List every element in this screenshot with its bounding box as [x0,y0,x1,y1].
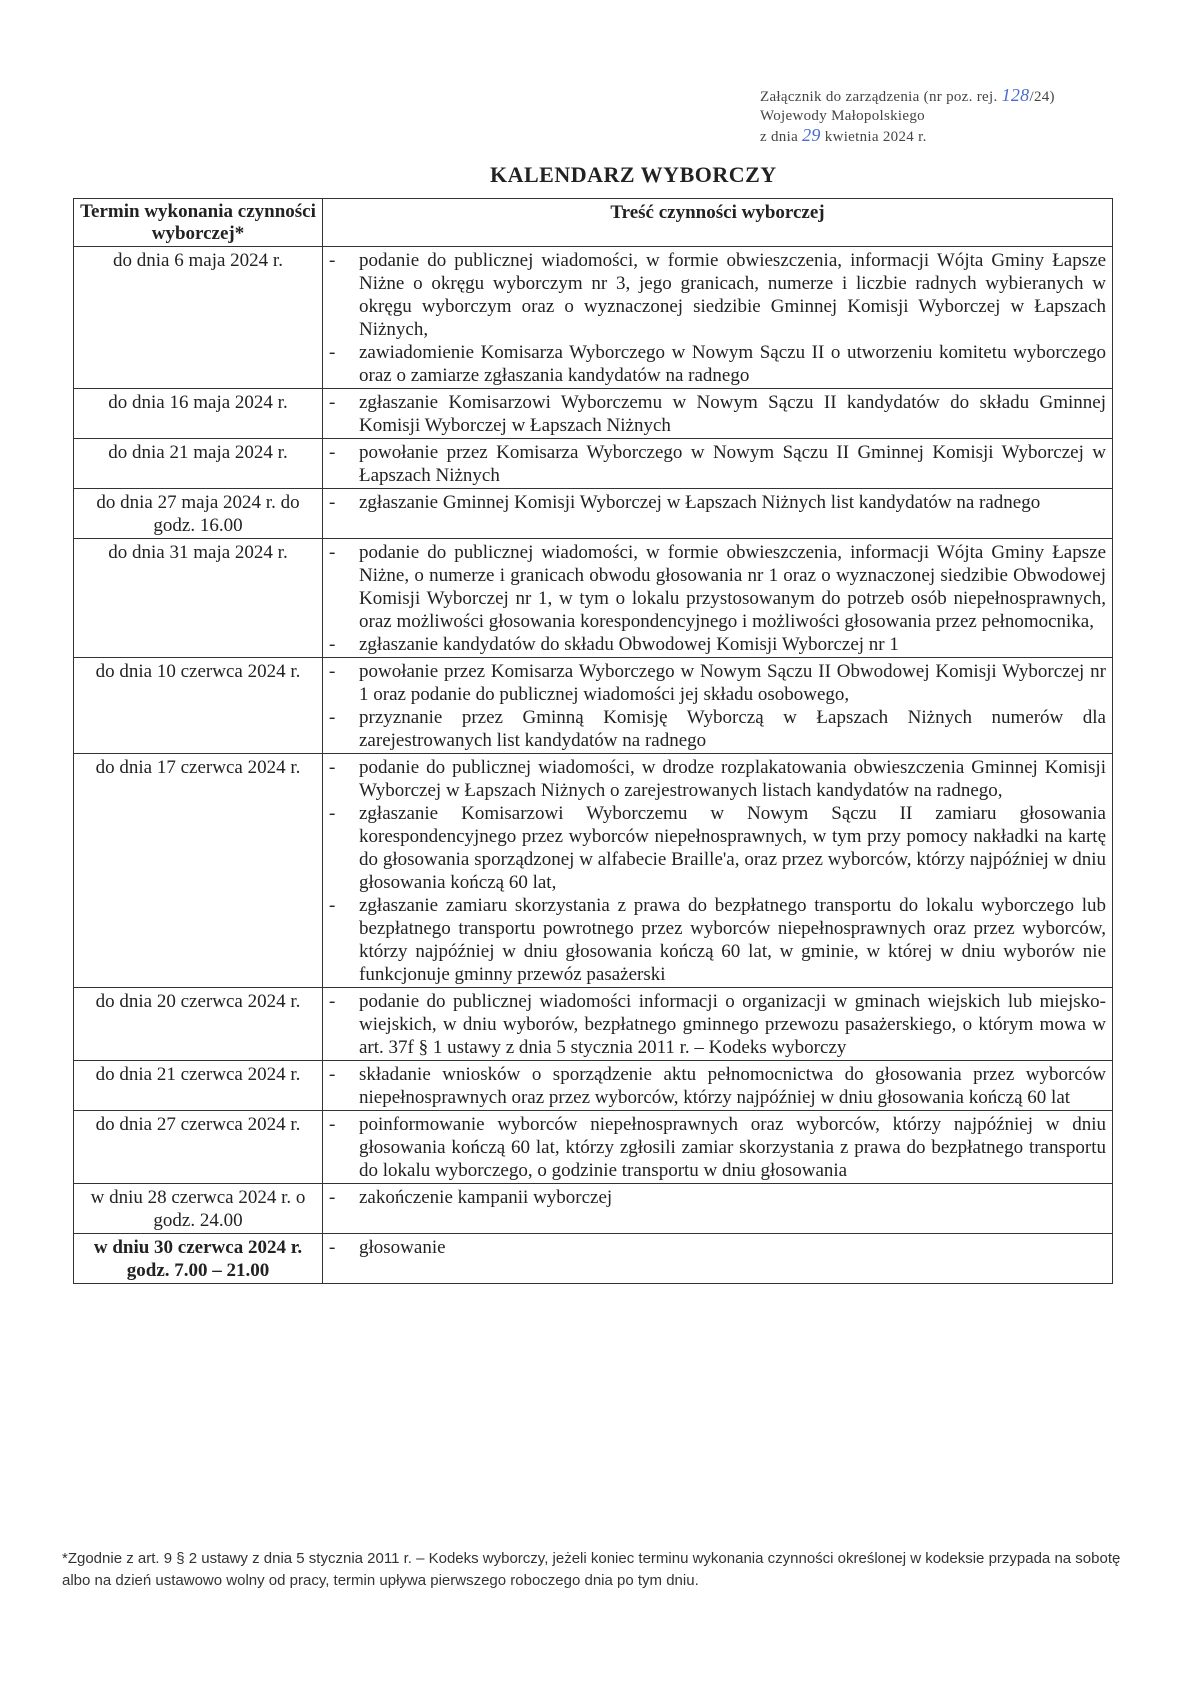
table-row [74,247,1113,389]
item-text: podanie do publicznej wiadomości informacji o organizacji w gminach wiejskich lub miejsko-wiejskich, w dniu wyborów, bezpłatnego gminnego przewozu pasażerskiego, o którym mowa w art. 37f § 1 ustawy z dnia 5 stycznia 2011 r. – Kodeks wyborczy [359,991,1106,1058]
header-term: Termin wykonania czynności wyborczej* [74,199,323,247]
row-content [323,988,1113,1061]
table-row [74,1234,1113,1284]
item-text: poinformowanie wyborców niepełnosprawnych oraz wyborców, którzy najpóźniej w dniu głosowania kończą 60 lat, którzy zgłosili zamiar skorzystania z prawa do bezpłatnego transportu do lokalu wyborczego, o godzinie transportu w dniu głosowania [359,1114,1106,1181]
row-date: do dnia 6 maja 2024 r. [74,247,323,389]
row-content [323,439,1113,489]
item-text: podanie do publicznej wiadomości, w formie obwieszczenia, informacji Wójta Gminy Łapsze Niżne o okręgu wyborczym nr 3, jego granicach, numerze i liczbie radnych wybieranych w okręgu wyborczym oraz o wyznaczonej siedzibie Gminnej Komisji Wyborczej w Łapszach Niżnych, [359,250,1106,340]
item-text: zgłaszanie kandydatów do składu Obwodowej Komisji Wyborczej nr 1 [359,634,899,655]
bullet-dash: - [329,542,336,563]
row-date: do dnia 31 maja 2024 r. [74,539,323,658]
row-content [323,247,1113,389]
row-date: do dnia 21 czerwca 2024 r. [74,1061,323,1111]
handwritten-number: 128 [1001,85,1030,105]
table-row [74,658,1113,754]
list-item [329,756,1106,802]
row-content [323,1184,1113,1234]
bullet-dash: - [329,634,336,655]
item-text: zgłaszanie zamiaru skorzystania z prawa do bezpłatnego transportu do lokalu wyborczego lub bezpłatnego transportu powrotnego przez wyborców niepełnosprawnych oraz przez wyborców, którzy najpóźniej w dniu głosowania kończą 60 lat, w gminie, w której w dniu wyborów nie funkcjonuje gminny przewóz pasażerski [359,895,1106,985]
row-content [323,539,1113,658]
annex-line-3-suffix: kwietnia 2024 r. [824,129,927,145]
table-row [74,389,1113,439]
table-body [74,247,1113,1284]
annex-note [760,86,1140,147]
list-item [329,660,1106,706]
list-item [329,1236,1106,1259]
item-text: podanie do publicznej wiadomości, w drodze rozplakatowania obwieszczenia Gminnej Komisji Wyborczej w Łapszach Niżnych o zarejestrowanych listach kandydatów na radnego, [359,757,1106,801]
row-date: do dnia 21 maja 2024 r. [74,439,323,489]
table-row [74,1061,1113,1111]
bullet-dash: - [329,803,336,824]
row-content [323,658,1113,754]
table-row [74,754,1113,988]
list-item [329,990,1106,1059]
item-text: powołanie przez Komisarza Wyborczego w Nowym Sączu II Obwodowej Komisji Wyborczej nr 1 oraz podanie do publicznej wiadomości jej składu osobowego, [359,661,1106,705]
handwritten-day: 29 [802,125,821,145]
item-text: zgłaszanie Komisarzowi Wyborczemu w Nowym Sączu II zamiaru głosowania korespondencyjnego przez wyborców niepełnosprawnych, w tym przy pomocy nakładki na kartę do głosowania sporządzonej w alfabecie Braille'a, oraz przez wyborców, którzy najpóźniej w dniu głosowania kończą 60 lat, [359,803,1106,893]
list-item [329,894,1106,986]
bullet-dash: - [329,392,336,413]
item-text: głosowanie [359,1237,446,1258]
row-content [323,754,1113,988]
list-item [329,1186,1106,1209]
bullet-dash: - [329,342,336,363]
item-text: przyznanie przez Gminną Komisję Wyborczą w Łapszach Niżnych numerów dla zarejestrowanych list kandydatów na radnego [359,707,1106,751]
header-content: Treść czynności wyborczej [323,199,1113,247]
list-item [329,541,1106,633]
bullet-dash: - [329,1114,336,1135]
row-date: do dnia 27 maja 2024 r. do godz. 16.00 [74,489,323,539]
electoral-calendar-table [73,198,1113,1284]
bullet-dash: - [329,442,336,463]
annex-line-2: Wojewody Małopolskiego [760,108,925,124]
annex-line-1-text: Załącznik do zarządzenia (nr poz. rej. [760,89,998,105]
annex-line-3 [760,126,1140,147]
item-text: powołanie przez Komisarza Wyborczego w Nowym Sączu II Gminnej Komisji Wyborczej w Łapszach Niżnych [359,442,1106,486]
bullet-dash: - [329,1064,336,1085]
list-item [329,249,1106,341]
annex-line-3-text: z dnia [760,129,799,145]
list-item [329,391,1106,437]
item-text: składanie wniosków o sporządzenie aktu pełnomocnictwa do głosowania przez wyborców niepełnosprawnych oraz przez wyborców, którzy najpóźniej w dniu głosowania kończą 60 lat [359,1064,1106,1108]
row-date: do dnia 10 czerwca 2024 r. [74,658,323,754]
list-item [329,706,1106,752]
row-content [323,1234,1113,1284]
bullet-dash: - [329,661,336,682]
table-row [74,988,1113,1061]
table-row [74,439,1113,489]
row-content [323,1061,1113,1111]
item-text: zgłaszanie Komisarzowi Wyborczemu w Nowym Sączu II kandydatów do składu Gminnej Komisji Wyborczej w Łapszach Niżnych [359,392,1106,436]
row-content [323,389,1113,439]
list-item [329,802,1106,894]
table-row [74,489,1113,539]
bullet-dash: - [329,757,336,778]
list-item [329,341,1106,387]
item-text: zawiadomienie Komisarza Wyborczego w Nowym Sączu II o utworzeniu komitetu wyborczego oraz o zamiarze zgłaszania kandydatów na radnego [359,342,1106,386]
list-item [329,441,1106,487]
row-date: do dnia 20 czerwca 2024 r. [74,988,323,1061]
list-item [329,491,1106,514]
list-item [329,633,1106,656]
bullet-dash: - [329,1187,336,1208]
footnote: *Zgodnie z art. 9 § 2 ustawy z dnia 5 stycznia 2011 r. – Kodeks wyborczy, jeżeli koniec terminu wykonania czynności określonej w kodeksie przypada na sobotę albo na dzień ustawowo wolny od pracy, termin upływa pierwszego roboczego dnia po tym dniu. [62,1550,1121,1589]
bullet-dash: - [329,991,336,1012]
row-date: w dniu 30 czerwca 2024 r. godz. 7.00 – 21.00 [74,1234,323,1284]
item-text: zakończenie kampanii wyborczej [359,1187,613,1208]
row-date: do dnia 17 czerwca 2024 r. [74,754,323,988]
row-content [323,489,1113,539]
page-title: KALENDARZ WYBORCZY [490,162,777,187]
bullet-dash: - [329,250,336,271]
bullet-dash: - [329,707,336,728]
row-content [323,1111,1113,1184]
annex-line-1 [760,86,1140,107]
row-date: do dnia 27 czerwca 2024 r. [74,1111,323,1184]
table-row [74,1111,1113,1184]
bullet-dash: - [329,895,336,916]
row-date: do dnia 16 maja 2024 r. [74,389,323,439]
row-date: w dniu 28 czerwca 2024 r. o godz. 24.00 [74,1184,323,1234]
list-item [329,1063,1106,1109]
item-text: zgłaszanie Gminnej Komisji Wyborczej w Łapszach Niżnych list kandydatów na radnego [359,492,1041,513]
annex-line-1-suffix: /24) [1029,89,1055,105]
item-text: podanie do publicznej wiadomości, w formie obwieszczenia, informacji Wójta Gminy Łapsze Niżne, o numerze i granicach obwodu głosowania nr 1 oraz o wyznaczonej siedzibie Obwodowej Komisji Wyborczej nr 1, w tym o lokalu przystosowanym do potrzeb osób niepełnosprawnych, oraz możliwości głosowania korespondencyjnego i możliwości głosowania przez pełnomocnika, [359,542,1106,632]
list-item [329,1113,1106,1182]
table-row [74,539,1113,658]
bullet-dash: - [329,1237,336,1258]
table-header-row [74,199,1113,247]
table-row [74,1184,1113,1234]
bullet-dash: - [329,492,336,513]
